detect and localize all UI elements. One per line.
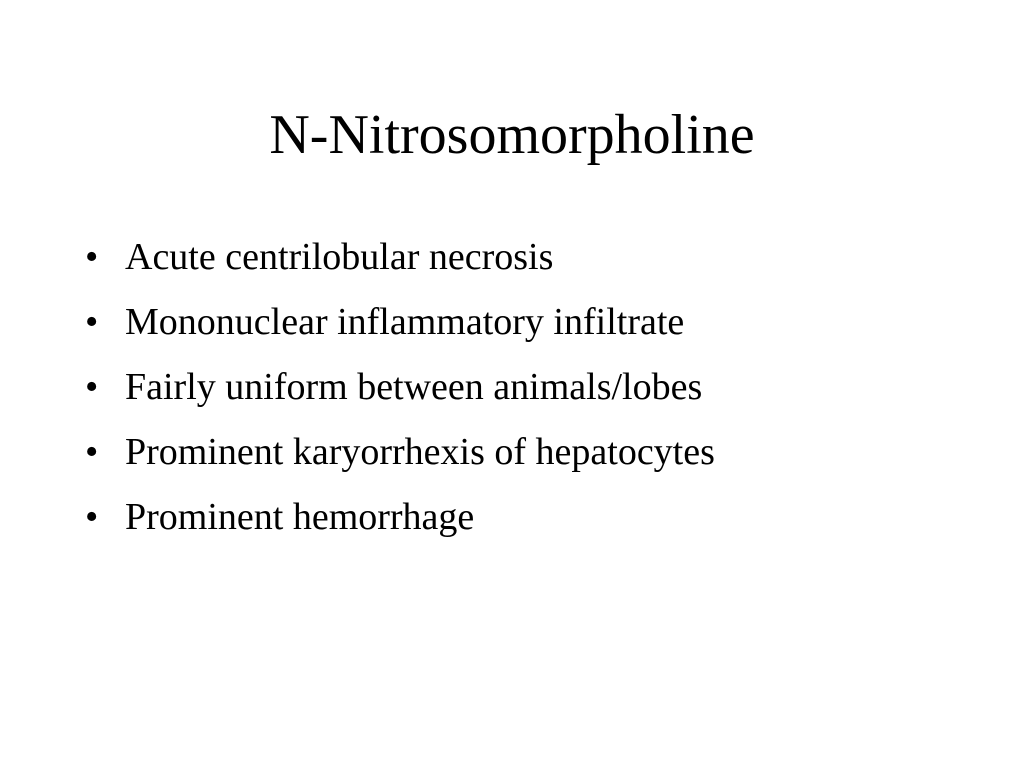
bullet-icon: •: [85, 366, 99, 408]
bullet-list: [85, 232, 715, 557]
bullet-text: Fairly uniform between animals/lobes: [125, 366, 703, 408]
bullet-text: Prominent hemorrhage: [125, 496, 475, 538]
bullet-item: [85, 427, 715, 492]
slide-title: N-Nitrosomorpholine: [269, 104, 755, 166]
bullet-item: [85, 297, 715, 362]
bullet-icon: •: [85, 236, 99, 278]
bullet-item: [85, 232, 715, 297]
bullet-icon: •: [85, 301, 99, 343]
bullet-icon: •: [85, 496, 99, 538]
bullet-text: Mononuclear inflammatory infiltrate: [125, 301, 685, 343]
bullet-item: [85, 362, 715, 427]
bullet-icon: •: [85, 431, 99, 473]
bullet-text: Acute centrilobular necrosis: [125, 236, 554, 278]
bullet-text: Prominent karyorrhexis of hepatocytes: [125, 431, 715, 473]
bullet-item: [85, 492, 715, 557]
